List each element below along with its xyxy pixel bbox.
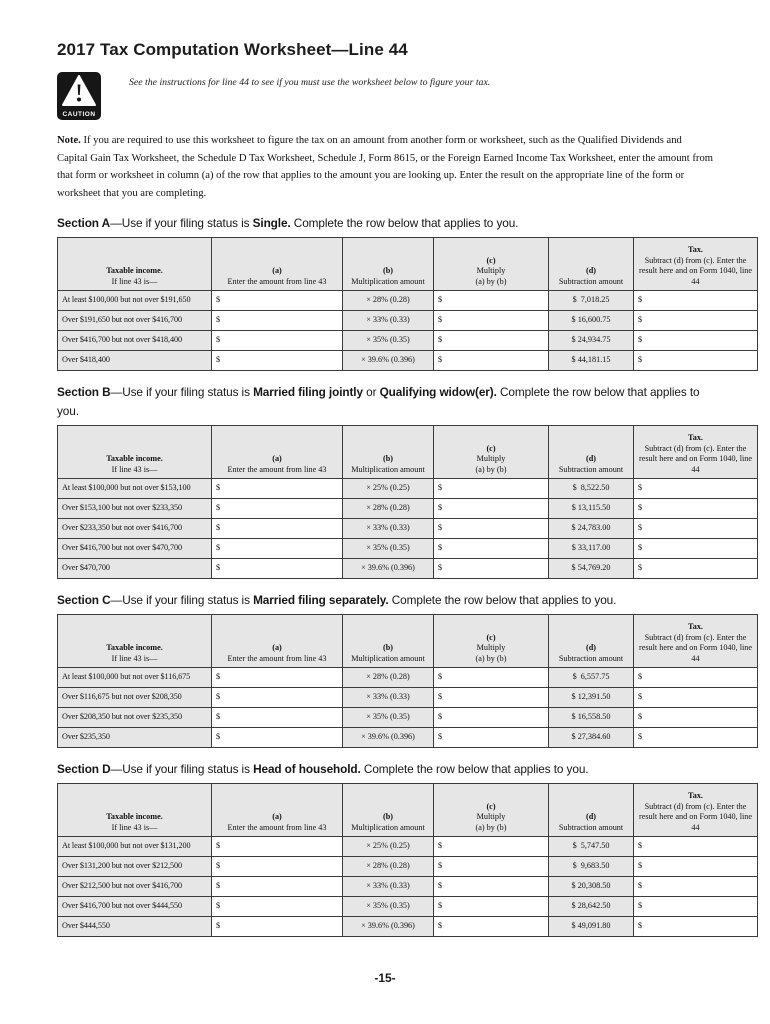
section-A-heading xyxy=(57,214,715,233)
tax-result-cell: $ xyxy=(634,857,758,877)
multiply-result-c-cell: $ xyxy=(434,539,549,559)
multiply-result-c-cell: $ xyxy=(434,499,549,519)
column-header-c xyxy=(434,426,549,479)
heading-text-part: Section B xyxy=(57,385,111,399)
header-line: (d) xyxy=(585,266,596,275)
tax-result-cell: $ xyxy=(634,897,758,917)
heading-text-part: Single. xyxy=(252,216,291,230)
heading-text-part: Qualifying widow(er). xyxy=(379,385,497,399)
multiplication-amount-cell: × 33% (0.33) xyxy=(343,311,434,331)
taxable-income-range-cell: Over $116,675 but not over $208,350 xyxy=(58,688,212,708)
subtraction-amount-cell: $ 16,600.75 xyxy=(549,311,634,331)
taxable-income-range-cell: At least $100,000 but not over $116,675 xyxy=(58,668,212,688)
multiply-result-c-cell: $ xyxy=(434,668,549,688)
multiply-result-c-cell: $ xyxy=(434,331,549,351)
subtraction-amount-cell: $ 44,181.15 xyxy=(549,351,634,371)
header-line: (a) xyxy=(272,643,282,652)
column-header-a xyxy=(212,615,343,668)
heading-text-part: —Use if your filing status is xyxy=(110,216,253,230)
multiply-result-c-cell: $ xyxy=(434,559,549,579)
subtraction-amount-cell: $ 49,091.80 xyxy=(549,917,634,937)
column-header-d xyxy=(549,238,634,291)
tax-result-cell: $ xyxy=(634,559,758,579)
subtraction-amount-cell: $ 6,557.75 xyxy=(549,668,634,688)
column-header-a xyxy=(212,784,343,837)
header-line: Tax. xyxy=(688,433,703,442)
column-header-tax xyxy=(634,238,758,291)
entry-amount-a-cell: $ xyxy=(212,519,343,539)
header-line: If line 43 is— xyxy=(111,653,158,663)
tax-result-cell: $ xyxy=(634,479,758,499)
multiply-result-c-cell: $ xyxy=(434,351,549,371)
header-line: (c) xyxy=(486,443,496,453)
subtraction-amount-cell: $ 33,117.00 xyxy=(549,539,634,559)
header-line: (a) xyxy=(272,812,282,821)
header-line: (c) xyxy=(486,801,496,811)
column-header-tax xyxy=(634,615,758,668)
multiply-result-c-cell: $ xyxy=(434,857,549,877)
taxable-income-range-cell: Over $233,350 but not over $416,700 xyxy=(58,519,212,539)
subtraction-amount-cell: $ 8,522.50 xyxy=(549,479,634,499)
taxable-income-range-cell: At least $100,000 but not over $153,100 xyxy=(58,479,212,499)
multiplication-amount-cell: × 35% (0.35) xyxy=(343,539,434,559)
heading-text-part: Section D xyxy=(57,762,111,776)
tax-result-cell: $ xyxy=(634,728,758,748)
multiplication-amount-cell: × 35% (0.35) xyxy=(343,897,434,917)
table-header-row xyxy=(58,426,758,479)
entry-amount-a-cell: $ xyxy=(212,837,343,857)
table-row xyxy=(58,917,758,937)
sections-container xyxy=(57,214,752,937)
multiplication-amount-cell: × 33% (0.33) xyxy=(343,519,434,539)
multiply-result-c-cell: $ xyxy=(434,897,549,917)
header-line: Subtraction amount xyxy=(558,653,624,663)
table-row xyxy=(58,837,758,857)
header-line: Tax. xyxy=(688,245,703,254)
heading-text-part: Section C xyxy=(57,593,111,607)
multiply-result-c-cell: $ xyxy=(434,728,549,748)
page-title: 2017 Tax Computation Worksheet—Line 44 xyxy=(57,40,408,59)
section-D-heading xyxy=(57,760,715,779)
column-header-income xyxy=(58,784,212,837)
table-row xyxy=(58,351,758,371)
multiplication-amount-cell: × 28% (0.28) xyxy=(343,499,434,519)
column-header-income xyxy=(58,615,212,668)
header-line: Subtract (d) from (c). Enter the result here and on Form 1040, line 44 xyxy=(638,255,752,286)
header-line: (b) xyxy=(382,266,393,275)
multiply-result-c-cell: $ xyxy=(434,479,549,499)
table-row xyxy=(58,311,758,331)
heading-text-part: Married filing jointly xyxy=(253,385,363,399)
entry-amount-a-cell: $ xyxy=(212,668,343,688)
table-row xyxy=(58,897,758,917)
subtraction-amount-cell: $ 24,934.75 xyxy=(549,331,634,351)
heading-text-part: —Use if your filing status is xyxy=(110,593,254,607)
page-content xyxy=(57,40,752,937)
caution-icon xyxy=(57,72,101,120)
subtraction-amount-cell: $ 20,308.50 xyxy=(549,877,634,897)
multiply-result-c-cell: $ xyxy=(434,837,549,857)
table-row xyxy=(58,519,758,539)
header-line: Multiplication amount xyxy=(351,464,425,474)
header-line: (a) by (b) xyxy=(475,464,507,474)
column-header-a xyxy=(212,238,343,291)
section-C-table xyxy=(57,614,758,748)
header-line: Subtract (d) from (c). Enter the result here and on Form 1040, line 44 xyxy=(638,443,752,474)
entry-amount-a-cell: $ xyxy=(212,897,343,917)
table-row xyxy=(58,668,758,688)
tax-result-cell: $ xyxy=(634,917,758,937)
tax-result-cell: $ xyxy=(634,311,758,331)
column-header-c xyxy=(434,238,549,291)
table-row xyxy=(58,499,758,519)
column-header-d xyxy=(549,426,634,479)
caution-banner xyxy=(57,72,715,120)
header-line: Enter the amount from line 43 xyxy=(227,822,327,832)
taxable-income-range-cell: At least $100,000 but not over $131,200 xyxy=(58,837,212,857)
header-line: If line 43 is— xyxy=(111,276,158,286)
heading-text-part: Married filing separately. xyxy=(253,593,389,607)
header-line: (c) xyxy=(486,632,496,642)
table-header-row xyxy=(58,615,758,668)
heading-text-part: Section A xyxy=(57,216,111,230)
header-line: (c) xyxy=(486,255,496,265)
entry-amount-a-cell: $ xyxy=(212,708,343,728)
header-line: Multiply xyxy=(476,266,506,275)
header-line: (d) xyxy=(585,454,596,463)
column-header-d xyxy=(549,784,634,837)
multiplication-amount-cell: × 39.6% (0.396) xyxy=(343,728,434,748)
header-line: Subtraction amount xyxy=(558,464,624,474)
taxable-income-range-cell: Over $470,700 xyxy=(58,559,212,579)
taxable-income-range-cell: At least $100,000 but not over $191,650 xyxy=(58,291,212,311)
entry-amount-a-cell: $ xyxy=(212,688,343,708)
column-header-tax xyxy=(634,426,758,479)
multiplication-amount-cell: × 39.6% (0.396) xyxy=(343,559,434,579)
subtraction-amount-cell: $ 24,783.00 xyxy=(549,519,634,539)
note-text: If you are required to use this worksheet to figure the tax on an amount from another form or worksheet, such as the Qualified Dividends and Capital Gain Tax Worksheet, the Schedule D Tax Worksheet, Schedule J, Form 8615, or the Foreign Earned Income Tax Worksheet, enter the amount from that form or worksheet in column (a) of the row that applies to the amount you are looking up. Enter the result on the appropriate line of the form or worksheet that you are completing. xyxy=(57,135,713,199)
heading-text-part: —Use if your filing status is xyxy=(110,385,254,399)
header-line: Taxable income. xyxy=(106,266,163,275)
taxable-income-range-cell: Over $444,550 xyxy=(58,917,212,937)
header-line: (a) by (b) xyxy=(475,822,507,832)
entry-amount-a-cell: $ xyxy=(212,499,343,519)
column-header-b xyxy=(343,784,434,837)
taxable-income-range-cell: Over $131,200 but not over $212,500 xyxy=(58,857,212,877)
column-header-d xyxy=(549,615,634,668)
heading-text-part: —Use if your filing status is xyxy=(110,762,254,776)
taxable-income-range-cell: Over $416,700 but not over $418,400 xyxy=(58,331,212,351)
column-header-a xyxy=(212,426,343,479)
note-label: Note. xyxy=(57,135,81,146)
multiplication-amount-cell: × 35% (0.35) xyxy=(343,708,434,728)
warning-triangle-icon xyxy=(62,75,96,107)
header-line: (a) xyxy=(272,454,282,463)
header-line: Multiplication amount xyxy=(351,822,425,832)
entry-amount-a-cell: $ xyxy=(212,559,343,579)
multiplication-amount-cell: × 39.6% (0.396) xyxy=(343,917,434,937)
multiplication-amount-cell: × 28% (0.28) xyxy=(343,857,434,877)
entry-amount-a-cell: $ xyxy=(212,877,343,897)
header-line: (a) by (b) xyxy=(475,653,507,663)
header-line: Subtraction amount xyxy=(558,276,624,286)
header-line: (b) xyxy=(382,812,393,821)
taxable-income-range-cell: Over $212,500 but not over $416,700 xyxy=(58,877,212,897)
column-header-income xyxy=(58,426,212,479)
column-header-income xyxy=(58,238,212,291)
tax-result-cell: $ xyxy=(634,519,758,539)
heading-text-part: Complete the row below that applies to you. xyxy=(57,385,700,418)
page-number: -15- xyxy=(374,971,396,985)
tax-result-cell: $ xyxy=(634,331,758,351)
multiply-result-c-cell: $ xyxy=(434,311,549,331)
note-paragraph xyxy=(57,132,715,202)
entry-amount-a-cell: $ xyxy=(212,479,343,499)
section-D-table xyxy=(57,783,758,937)
header-line: (b) xyxy=(382,454,393,463)
table-row xyxy=(58,291,758,311)
header-line: (a) by (b) xyxy=(475,276,507,286)
column-header-b xyxy=(343,615,434,668)
multiplication-amount-cell: × 25% (0.25) xyxy=(343,837,434,857)
table-row xyxy=(58,688,758,708)
multiply-result-c-cell: $ xyxy=(434,688,549,708)
entry-amount-a-cell: $ xyxy=(212,857,343,877)
header-line: Enter the amount from line 43 xyxy=(227,653,327,663)
header-line: Multiply xyxy=(476,454,506,463)
multiplication-amount-cell: × 33% (0.33) xyxy=(343,688,434,708)
column-header-c xyxy=(434,784,549,837)
tax-result-cell: $ xyxy=(634,499,758,519)
heading-text-part: Complete the row below that applies to you. xyxy=(360,762,589,776)
table-row xyxy=(58,331,758,351)
section-A-table xyxy=(57,237,758,371)
header-line: Multiply xyxy=(476,643,506,652)
header-line: Multiply xyxy=(476,812,506,821)
taxable-income-range-cell: Over $191,650 but not over $416,700 xyxy=(58,311,212,331)
table-row xyxy=(58,728,758,748)
subtraction-amount-cell: $ 13,115.50 xyxy=(549,499,634,519)
entry-amount-a-cell: $ xyxy=(212,917,343,937)
section-B-heading xyxy=(57,383,715,421)
header-line: Taxable income. xyxy=(106,643,163,652)
header-line: Enter the amount from line 43 xyxy=(227,276,327,286)
multiplication-amount-cell: × 28% (0.28) xyxy=(343,668,434,688)
header-line: Enter the amount from line 43 xyxy=(227,464,327,474)
multiplication-amount-cell: × 25% (0.25) xyxy=(343,479,434,499)
header-line: (d) xyxy=(585,812,596,821)
section-C-heading xyxy=(57,591,715,610)
header-line: If line 43 is— xyxy=(111,464,158,474)
column-header-b xyxy=(343,426,434,479)
subtraction-amount-cell: $ 9,683.50 xyxy=(549,857,634,877)
multiply-result-c-cell: $ xyxy=(434,708,549,728)
subtraction-amount-cell: $ 5,747.50 xyxy=(549,837,634,857)
header-line: Subtraction amount xyxy=(558,822,624,832)
multiply-result-c-cell: $ xyxy=(434,877,549,897)
tax-result-cell: $ xyxy=(634,668,758,688)
column-header-b xyxy=(343,238,434,291)
header-line: (d) xyxy=(585,643,596,652)
tax-result-cell: $ xyxy=(634,837,758,857)
tax-result-cell: $ xyxy=(634,291,758,311)
table-header-row xyxy=(58,784,758,837)
multiply-result-c-cell: $ xyxy=(434,917,549,937)
heading-text-part: Head of household. xyxy=(253,762,361,776)
entry-amount-a-cell: $ xyxy=(212,291,343,311)
header-line: Subtract (d) from (c). Enter the result here and on Form 1040, line 44 xyxy=(638,801,752,832)
column-header-c xyxy=(434,615,549,668)
taxable-income-range-cell: Over $208,350 but not over $235,350 xyxy=(58,708,212,728)
subtraction-amount-cell: $ 54,769.20 xyxy=(549,559,634,579)
taxable-income-range-cell: Over $153,100 but not over $233,350 xyxy=(58,499,212,519)
subtraction-amount-cell: $ 16,558.50 xyxy=(549,708,634,728)
header-line: (a) xyxy=(272,266,282,275)
header-line: Taxable income. xyxy=(106,812,163,821)
column-header-tax xyxy=(634,784,758,837)
table-row xyxy=(58,539,758,559)
taxable-income-range-cell: Over $235,350 xyxy=(58,728,212,748)
multiplication-amount-cell: × 35% (0.35) xyxy=(343,331,434,351)
heading-text-part: Complete the row below that applies to you. xyxy=(388,593,617,607)
subtraction-amount-cell: $ 28,642.50 xyxy=(549,897,634,917)
entry-amount-a-cell: $ xyxy=(212,539,343,559)
caution-instruction-text: See the instructions for line 44 to see if you must use the worksheet below to figure your tax. xyxy=(129,77,491,88)
subtraction-amount-cell: $ 7,018.25 xyxy=(549,291,634,311)
header-line: (b) xyxy=(382,643,393,652)
caution-label: CAUTION xyxy=(62,111,96,118)
entry-amount-a-cell: $ xyxy=(212,351,343,371)
heading-text-part: or xyxy=(362,385,380,399)
multiplication-amount-cell: × 28% (0.28) xyxy=(343,291,434,311)
multiplication-amount-cell: × 33% (0.33) xyxy=(343,877,434,897)
tax-result-cell: $ xyxy=(634,688,758,708)
header-line: Taxable income. xyxy=(106,454,163,463)
entry-amount-a-cell: $ xyxy=(212,728,343,748)
table-header-row xyxy=(58,238,758,291)
table-row xyxy=(58,708,758,728)
taxable-income-range-cell: Over $418,400 xyxy=(58,351,212,371)
subtraction-amount-cell: $ 12,391.50 xyxy=(549,688,634,708)
taxable-income-range-cell: Over $416,700 but not over $470,700 xyxy=(58,539,212,559)
heading-text-part: Complete the row below that applies to you. xyxy=(290,216,519,230)
header-line: Multiplication amount xyxy=(351,653,425,663)
subtraction-amount-cell: $ 27,384.60 xyxy=(549,728,634,748)
header-line: Tax. xyxy=(688,622,703,631)
tax-result-cell: $ xyxy=(634,708,758,728)
table-row xyxy=(58,857,758,877)
taxable-income-range-cell: Over $416,700 but not over $444,550 xyxy=(58,897,212,917)
header-line: Subtract (d) from (c). Enter the result here and on Form 1040, line 44 xyxy=(638,632,752,663)
table-row xyxy=(58,559,758,579)
multiply-result-c-cell: $ xyxy=(434,519,549,539)
tax-result-cell: $ xyxy=(634,351,758,371)
entry-amount-a-cell: $ xyxy=(212,331,343,351)
multiplication-amount-cell: × 39.6% (0.396) xyxy=(343,351,434,371)
tax-result-cell: $ xyxy=(634,877,758,897)
header-line: Tax. xyxy=(688,791,703,800)
table-row xyxy=(58,877,758,897)
section-B-table xyxy=(57,425,758,579)
multiply-result-c-cell: $ xyxy=(434,291,549,311)
tax-result-cell: $ xyxy=(634,539,758,559)
header-line: If line 43 is— xyxy=(111,822,158,832)
entry-amount-a-cell: $ xyxy=(212,311,343,331)
header-line: Multiplication amount xyxy=(351,276,425,286)
table-row xyxy=(58,479,758,499)
